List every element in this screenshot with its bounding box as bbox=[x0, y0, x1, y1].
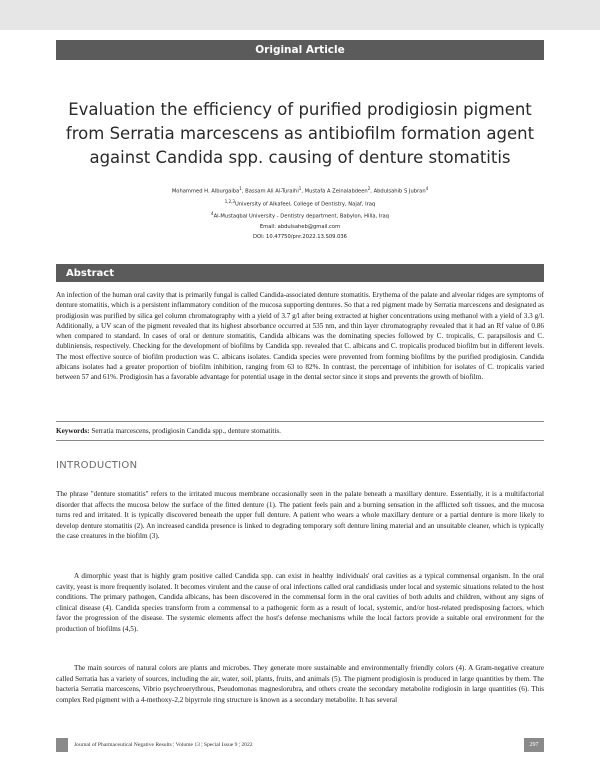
keywords-label: Keywords: bbox=[56, 427, 90, 435]
author-name: Abdulsahib S Jubran bbox=[373, 188, 426, 195]
author-affiliation-mark: 2 bbox=[367, 186, 371, 191]
author-affiliation-mark: 4 bbox=[425, 186, 429, 191]
title-line: Evaluation the efficiency of purified prodigiosin pigment bbox=[68, 100, 532, 119]
affiliation-mark: 4 bbox=[211, 211, 214, 217]
affiliation-line bbox=[56, 209, 544, 222]
divider bbox=[56, 440, 544, 441]
abstract-heading-label: Abstract bbox=[66, 267, 115, 279]
intro-paragraph: The phrase "denture stomatitis" refers to the irritated mucous membrane occasionally seen in the palate beneath a maxillary denture. Essentially, it is a multifactorial disorder that affects the mucosa below the surface of the fitted denture (1). The patient feels pain and a burning sensation in the afflicted soft tissues, and the mucosa turns red and irritated. It is typically discovered beneath the upper full denture. A patient who wears a whole maxillary denture or a partial denture is more likely to develop denture stomatitis (2). An increased candida presence is linked to degrading temporary soft denture lining material and an unsuitable cleaner, which is typically the case creatures in the biofilm (3). bbox=[56, 490, 544, 540]
author-affiliation-mark: 1 bbox=[239, 186, 242, 191]
footer-journal: Journal of Pharmaceutical Negative Results ¦ Volume 13 ¦ Special Issue 9 ¦ 2022 bbox=[74, 742, 253, 748]
introduction-heading: INTRODUCTION bbox=[56, 460, 138, 471]
abstract-body: An infection of the human oral cavity that is primarily fungal is called Candida-associated denture stomatitis. Erythema of the palate and alveolar ridges are symptoms of denture stomatitis, which is a persistent inflammatory condition of the mucosa supporting dentures. So that a red pigment made by Serratia marcescens and designated as prodigiosin was purified by silica gel column chromatography with a yield of 3.7 g/l after being extracted at higher concentrations using methanol with a yield of 3.3 g/l. Additionally, a UV scan of the pigment revealed that its highest absorbance occurred at 535 nm, and thin layer chromatography revealed that it had an Rf value of 0.86 when compared to standard. In cases of oral or denture stomatitis, Candida albicans was the dominating species followed by C. tropicalis, C. parapsilosis and C. dubliniensis, respectively. Checking for the development of biofilms by Candida spp. revealed that C. albicans and C. tropicalis produced biofilm but in different levels. The most effective source of biofilm production was C. albicans isolates. Candida species were prevented from forming biofilms by the purified prodigiosin. Candida albicans isolates had a greater proportion of biofilm inhibition, ranging from 63 to 82%. In contrast, the percentage of inhibition for isolates of C. tropicalis varied between 57 and 61%. Prodigiosin has a favorable advantage for potential usage in the dental sector since it stops and prevents the growth of biofilm. bbox=[56, 291, 544, 382]
email-line[interactable]: Email: abdulsaheb@gmail.com bbox=[259, 224, 341, 231]
author-list: Mohammed H. Alburgaiba$^1$, Bassam Ali Al-Turaihi$^1$, Mustafa A Zeinalabdeen$^2$, Abdulsahib S Jubran$^4$ bbox=[171, 186, 429, 195]
article-type-label: Original Article bbox=[255, 44, 345, 56]
divider bbox=[56, 421, 544, 422]
author-name: Bassam Ali Al-Turaihi bbox=[245, 188, 299, 195]
author-name: Mustafa A Zeinalabdeen bbox=[304, 188, 368, 195]
affiliation-mark: 1,2,3 bbox=[224, 198, 235, 204]
intro-paragraph: The main sources of natural colors are plants and microbes. They generate more sustainable and environmentally friendly colors (4). A Gram-negative creature called Serratia has a variety of sources, including the air, water, soil, plants, fruits, and animals (5). The pigment prodigiosin is produced in large quantities by them. The bacteria Serratia marcescens, Vibrio psychroerythrous, Pseudomonas magneslorubra, and others create the secondary metabolite rodigiosin in large quantities (6). This complex Red pigment with a 4-methoxy-2,2 bipyrrole ring structure is known as a secondary metabolite. It has several bbox=[56, 664, 544, 704]
abstract-heading bbox=[56, 264, 544, 282]
keywords bbox=[56, 426, 544, 436]
article-type-banner bbox=[56, 40, 544, 60]
author-affiliation-mark: 1 bbox=[298, 186, 302, 191]
affiliation-text: University of Alkafeel, College of Dentistry, Najaf, Iraq bbox=[234, 201, 376, 208]
intro-paragraph: A dimorphic yeast that is highly gram positive called Candida spp. can exist in healthy individuals' oral cavities as a typical commensal organism. In the oral cavity, yeast is more frequently isolated. It becomes virulent and the cause of oral infections called oral candidiasis under local and systemic situations related to the host conditions. The primary pathogen, Candida albicans, has been discovered in the commensal form in the oral cavities of both adults and children, without any signs of clinical disease (4). Candida species transform from a commensal to a pathogenic form as a result of local, systemic, and/or host-related predisposing factors, which favor the progression of the disease. The systemic elements affect the host's defense mechanisms while the local factors provide a suitable oral environment for the production of biofilms (4,5). bbox=[56, 572, 544, 633]
author-block bbox=[56, 184, 544, 242]
affiliation-text: Al-Mustaqbal University - Dentistry department, Babylon, Hilla, Iraq bbox=[213, 214, 389, 221]
doi-line[interactable]: DOI: 10.47750/pnr.2022.13.S09.036 bbox=[253, 234, 347, 241]
top-bar bbox=[0, 0, 600, 30]
affiliation-line bbox=[56, 197, 544, 210]
page-number: 297 bbox=[524, 738, 544, 752]
page-footer bbox=[56, 738, 544, 752]
author-name: Mohammed H. Alburgaiba bbox=[171, 188, 240, 195]
title-line: from Serratia marcescens as antibiofilm formation agent bbox=[65, 124, 535, 143]
keywords-text: Serratia marcescens, prodigiosin Candida spp., denture stomatitis. bbox=[91, 427, 281, 435]
title-line: against Candida spp. causing of denture stomatitis bbox=[89, 148, 511, 167]
footer-accent bbox=[56, 738, 68, 752]
paper-title bbox=[56, 98, 544, 170]
